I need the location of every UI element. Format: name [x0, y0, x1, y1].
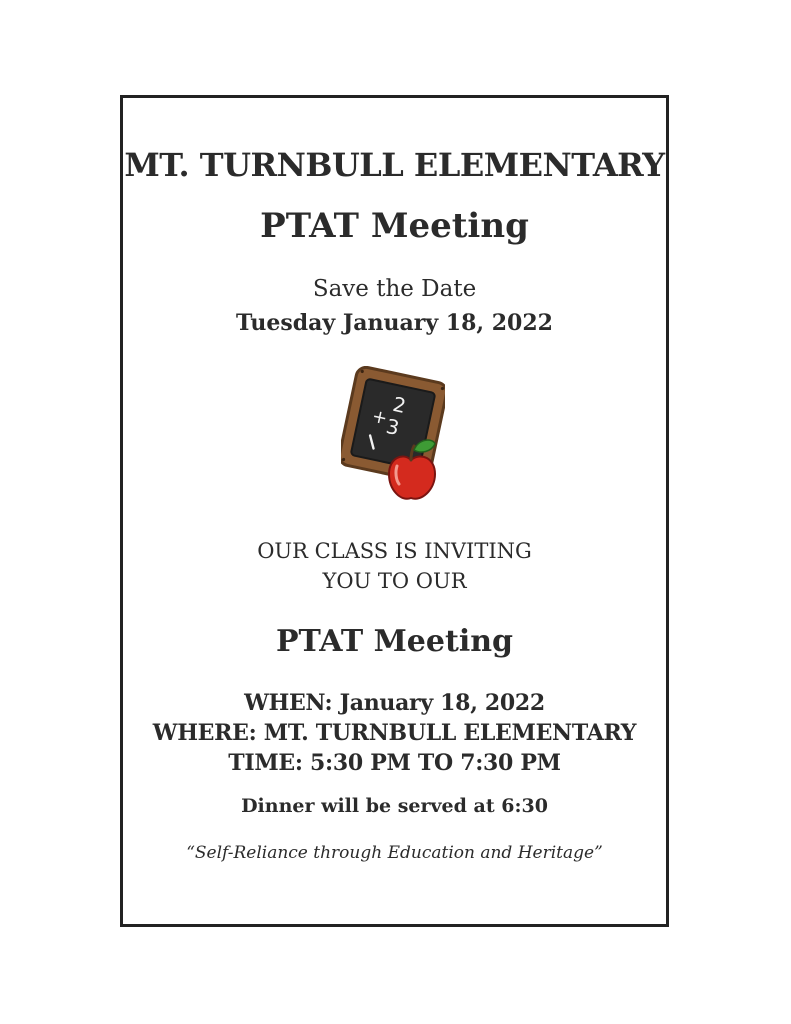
flyer-frame	[120, 95, 669, 927]
invite-line-2: YOU TO OUR	[322, 569, 467, 593]
event-title-repeat: PTAT Meeting	[275, 624, 514, 659]
chalk-digit-top: 2	[390, 391, 409, 418]
save-the-date-label: Save the Date	[312, 276, 477, 302]
chalkboard-with-apple-icon	[341, 366, 445, 506]
event-when: WHEN: January 18, 2022	[244, 690, 545, 716]
school-title: MT. TURNBULL ELEMENTARY	[124, 146, 665, 184]
chalk-plus-sign: +	[370, 405, 390, 430]
save-the-date-value: Tuesday January 18, 2022	[236, 310, 553, 336]
invite-line-1: OUR CLASS IS INVITING	[257, 539, 532, 563]
event-where: WHERE: MT. TURNBULL ELEMENTARY	[152, 720, 637, 746]
chalk-digit-bottom: 3	[384, 413, 402, 441]
dinner-note: Dinner will be served at 6:30	[241, 795, 548, 817]
school-motto: “Self-Reliance through Education and Heritage”	[186, 843, 603, 863]
event-title: PTAT Meeting	[260, 206, 529, 246]
event-time: TIME: 5:30 PM TO 7:30 PM	[228, 750, 561, 776]
chalkboard-illustration	[341, 366, 445, 506]
